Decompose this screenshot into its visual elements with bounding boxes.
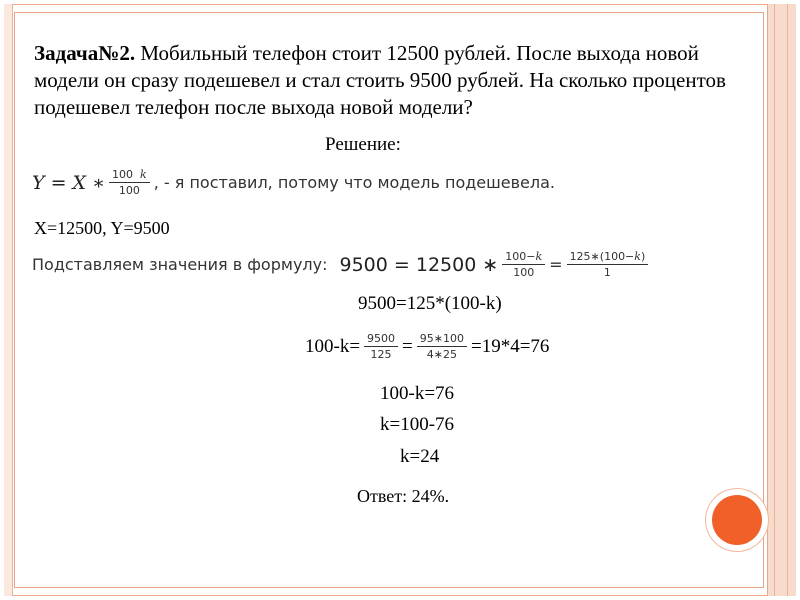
formula-fraction [109,168,150,197]
decorative-circle-icon [712,495,762,545]
step-equation-1: 9500=125*(100-k) [358,293,502,314]
formula-lhs: Y = X ∗ [32,171,106,194]
step-equation-3: 100-k=76 [380,383,455,404]
substitution-label: Подставляем значения в формулу: [32,255,328,274]
formula-fraction-denominator: 100 [118,184,140,197]
problem-statement [34,40,744,121]
solution-title: Решение: [325,134,401,155]
substitution-equals: = [549,255,563,274]
formula-fraction-numerator: 100 k [109,168,150,183]
slide-left-band [4,4,13,596]
step2-fraction-2: $\frac{95∗100}{4∗25}$ [417,332,467,361]
substitution-line [32,250,652,279]
slide-right-band [767,4,796,596]
step-equation-2: 100-k= $\frac{9500}{125}$ = $\frac{95∗100}{4∗25}$ =19*4=76 [305,332,550,361]
substitution-fraction-1: $\frac{100-k}{100}$ [502,250,545,279]
given-values: X=12500, Y=9500 [34,218,170,238]
step-equation-4: k=100-76 [380,414,455,435]
step-equation-5: k=24 [400,446,440,467]
step2-fraction-1: $\frac{9500}{125}$ [364,332,398,361]
substitution-equation: 9500 = 12500 ∗ [339,253,499,276]
formula-line [32,168,555,197]
problem-text: Мобильный телефон стоит 12500 рублей. После выхода новой модели он сразу подешевел и стал стоить 9500 рублей. На сколько процентов подешевел телефон после выхода новой модели? [34,41,726,119]
problem-label: Задача№2. [34,41,136,65]
substitution-fraction-2: $\frac{125∗(100-k)}{1}$ [567,250,649,279]
formula-comment: , - я поставил, потому что модель подешевела. [153,173,556,192]
answer: Ответ: 24%. [357,486,450,506]
